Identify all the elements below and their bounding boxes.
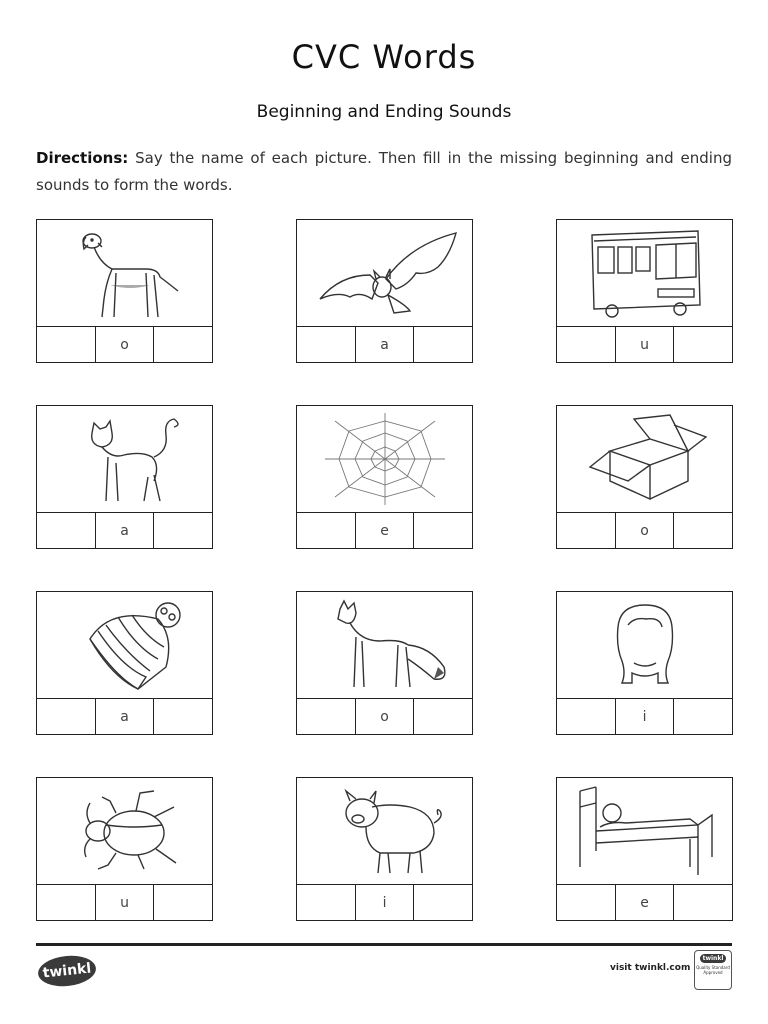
beginning-sound-box[interactable]: [557, 327, 616, 362]
vowel-cell: o: [356, 699, 415, 734]
picture-frame: [37, 778, 212, 885]
sound-cells: [37, 327, 212, 362]
ending-sound-box[interactable]: [154, 327, 212, 362]
sound-cells: [297, 699, 472, 734]
sound-cells: [37, 699, 212, 734]
directions-text: Say the name of each picture. Then fill in the missing beginning and ending sounds to form the words.: [36, 149, 732, 194]
beginning-sound-box[interactable]: [557, 885, 616, 920]
bus-icon: [570, 225, 720, 321]
fox-icon: [310, 597, 460, 693]
footer-divider: [36, 943, 732, 946]
vowel-cell: a: [96, 699, 155, 734]
vowel-cell: o: [616, 513, 675, 548]
web-icon: [310, 411, 460, 507]
quality-badge: [694, 950, 732, 990]
word-card-cat: [36, 405, 213, 549]
picture-frame: [297, 592, 472, 699]
picture-frame: [37, 592, 212, 699]
ending-sound-box[interactable]: [414, 513, 472, 548]
ending-sound-box[interactable]: [414, 327, 472, 362]
visit-link[interactable]: visit twinkl.com: [610, 963, 691, 973]
hat-icon: [50, 597, 200, 693]
pig-icon: [310, 783, 460, 879]
ending-sound-box[interactable]: [674, 885, 732, 920]
ending-sound-box[interactable]: [674, 327, 732, 362]
word-card-fox: [296, 591, 473, 735]
picture-frame: [557, 220, 732, 327]
wig-icon: [570, 597, 720, 693]
beginning-sound-box[interactable]: [297, 885, 356, 920]
page-subtitle: Beginning and Ending Sounds: [256, 102, 512, 122]
beginning-sound-box[interactable]: [297, 699, 356, 734]
beginning-sound-box[interactable]: [37, 885, 96, 920]
badge-logo: twinkl: [700, 954, 727, 963]
word-card-dog: [36, 219, 213, 363]
picture-frame: [297, 220, 472, 327]
ending-sound-box[interactable]: [674, 513, 732, 548]
box-icon: [570, 411, 720, 507]
beginning-sound-box[interactable]: [37, 327, 96, 362]
word-card-bus: [556, 219, 733, 363]
bug-icon: [50, 783, 200, 879]
ending-sound-box[interactable]: [414, 885, 472, 920]
directions: [36, 145, 732, 199]
picture-frame: [557, 778, 732, 885]
beginning-sound-box[interactable]: [297, 327, 356, 362]
word-card-box: [556, 405, 733, 549]
sound-cells: [557, 885, 732, 920]
sound-cells: [37, 885, 212, 920]
sound-cells: [557, 699, 732, 734]
picture-frame: [297, 778, 472, 885]
word-card-web: [296, 405, 473, 549]
word-card-bat: [296, 219, 473, 363]
beginning-sound-box[interactable]: [297, 513, 356, 548]
sound-cells: [557, 327, 732, 362]
word-card-bug: [36, 777, 213, 921]
beginning-sound-box[interactable]: [557, 513, 616, 548]
word-card-bed: [556, 777, 733, 921]
directions-label: Directions:: [36, 149, 129, 167]
picture-frame: [37, 220, 212, 327]
dog-icon: [50, 225, 200, 321]
vowel-cell: o: [96, 327, 155, 362]
cat-icon: [50, 411, 200, 507]
picture-frame: [557, 406, 732, 513]
word-card-pig: [296, 777, 473, 921]
sound-cells: [297, 885, 472, 920]
sound-cells: [37, 513, 212, 548]
vowel-cell: e: [356, 513, 415, 548]
vowel-cell: e: [616, 885, 675, 920]
ending-sound-box[interactable]: [154, 699, 212, 734]
picture-frame: [297, 406, 472, 513]
vowel-cell: i: [616, 699, 675, 734]
page-title: CVC Words: [291, 38, 477, 76]
word-card-hat: [36, 591, 213, 735]
sound-cells: [557, 513, 732, 548]
ending-sound-box[interactable]: [674, 699, 732, 734]
vowel-cell: a: [96, 513, 155, 548]
picture-frame: [557, 592, 732, 699]
vowel-cell: u: [96, 885, 155, 920]
sound-cells: [297, 513, 472, 548]
beginning-sound-box[interactable]: [37, 699, 96, 734]
badge-text: Quality Standard Approved: [696, 965, 730, 975]
vowel-cell: u: [616, 327, 675, 362]
ending-sound-box[interactable]: [414, 699, 472, 734]
twinkl-logo[interactable]: twinkl: [37, 953, 98, 989]
picture-frame: [37, 406, 212, 513]
bat-icon: [310, 225, 460, 321]
vowel-cell: a: [356, 327, 415, 362]
beginning-sound-box[interactable]: [557, 699, 616, 734]
bed-icon: [570, 783, 720, 879]
sound-cells: [297, 327, 472, 362]
ending-sound-box[interactable]: [154, 513, 212, 548]
ending-sound-box[interactable]: [154, 885, 212, 920]
word-card-grid: [36, 219, 733, 921]
vowel-cell: i: [356, 885, 415, 920]
word-card-wig: [556, 591, 733, 735]
beginning-sound-box[interactable]: [37, 513, 96, 548]
